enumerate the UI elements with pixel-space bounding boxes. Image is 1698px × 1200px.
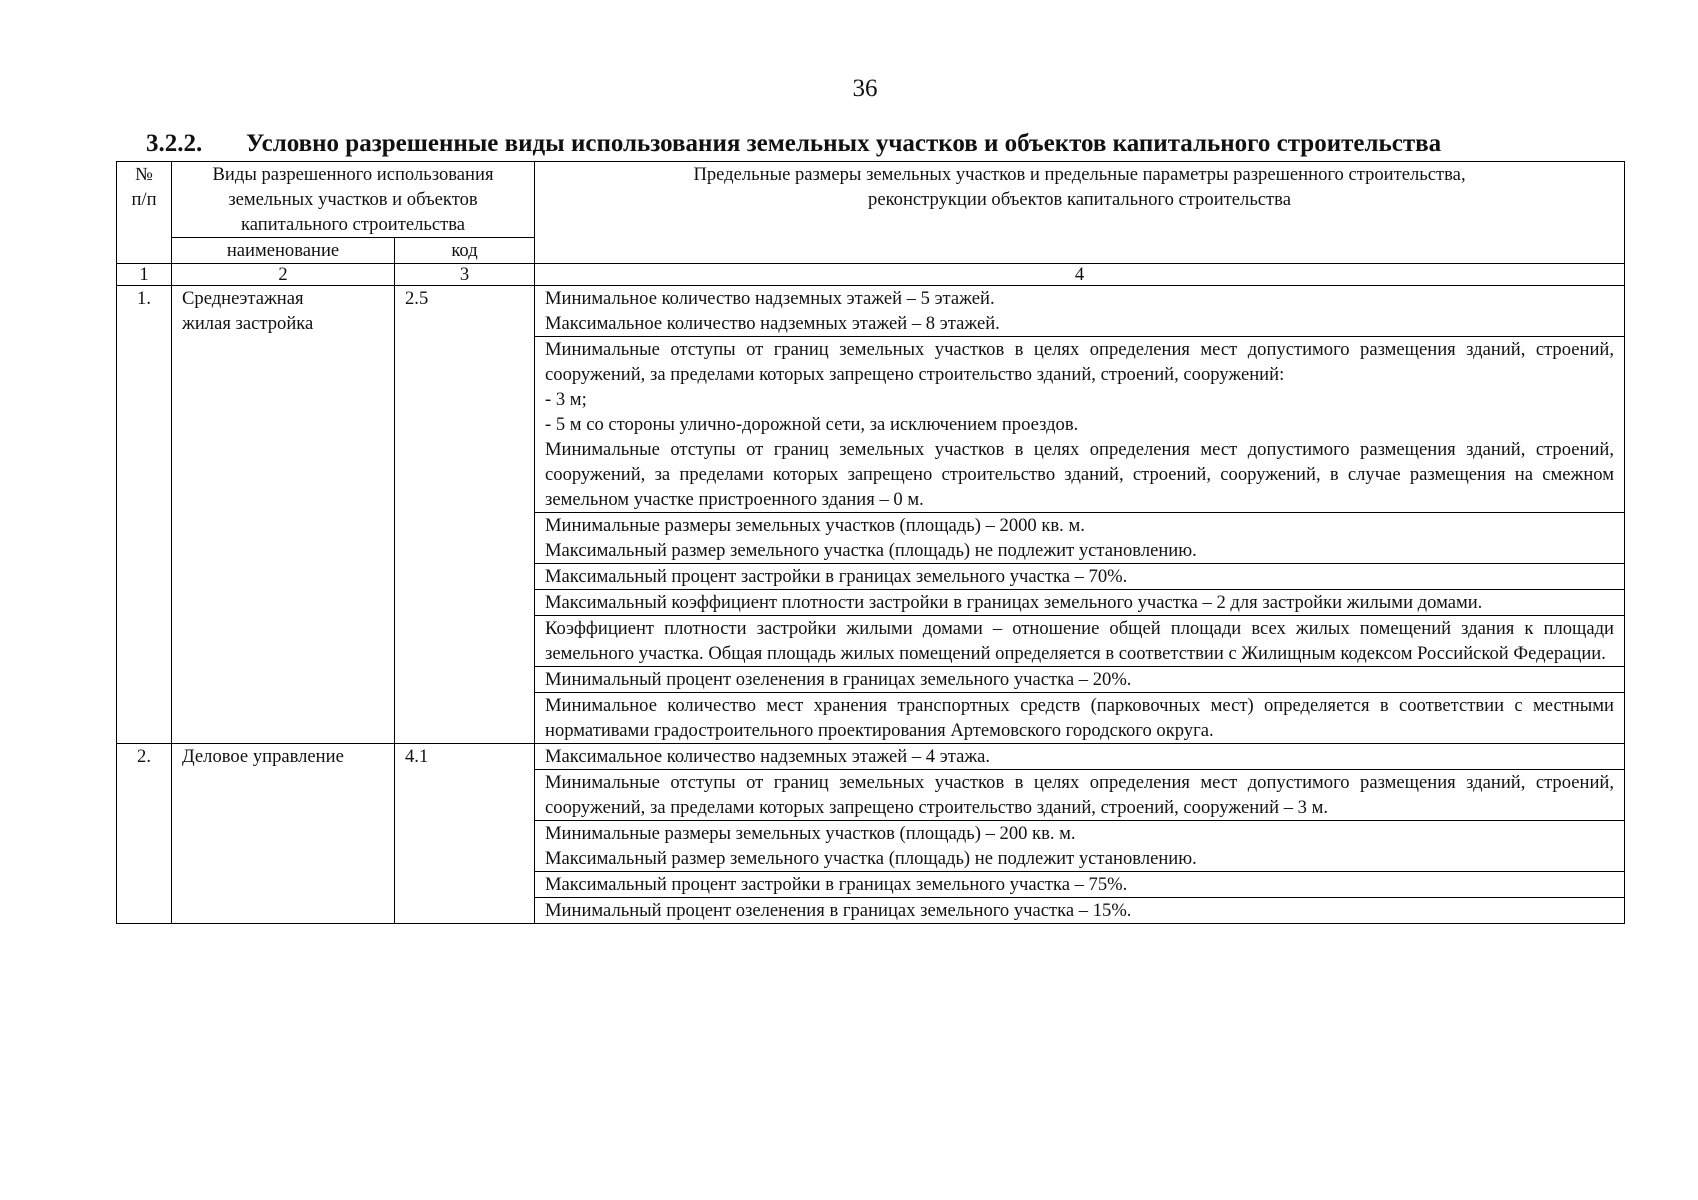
parameter-paragraph: Минимальный процент озеленения в границах земельного участка – 15%. [545,900,1132,921]
column-number-cell: 2 [172,264,395,286]
header-number-line: № [135,164,153,185]
header-use-types-line: земельных участков и объектов [228,189,478,210]
page-number: 36 [852,75,878,102]
parameter-paragraph: Минимальное количество надземных этажей – 5 этажей. [545,288,995,309]
use-code-cell: 4.1 [395,744,535,924]
parameter-paragraph: Минимальные отступы от границ земельных участков в целях определения мест допустимого размещения зданий, строений, сооружений, за пределами которых запрещено строительство зданий, строений, сооружений, в случае размещения на смежном земельном участке пристроенного здания – 0 м. [545,439,1615,510]
parameter-paragraph: - 3 м; [545,389,587,410]
section-number: 3.2.2. [146,130,203,157]
column-number-cell: 1 [117,264,172,286]
parameter-cell [535,898,1625,924]
parameter-cell [535,821,1625,872]
parameter-paragraph: Минимальный процент озеленения в границах земельного участка – 20%. [545,669,1132,690]
parameter-paragraph: Минимальные размеры земельных участков (площадь) – 2000 кв. м. [545,515,1085,536]
parameter-cell [535,337,1625,513]
table-header-row [117,162,1625,238]
parameter-paragraph: Максимальный процент застройки в границах земельного участка – 70%. [545,566,1128,587]
parameter-cell [535,286,1625,337]
column-number-cell: 4 [535,264,1625,286]
use-code-cell: 2.5 [395,286,535,744]
header-code-cell: код [395,238,535,264]
column-numbering-row [117,264,1625,286]
parameter-paragraph: Максимальный размер земельного участка (площадь) не подлежит установлению. [545,540,1197,561]
section-title-text: Условно разрешенные виды использования земельных участков и объектов капитального строительства [246,130,1442,157]
parameter-paragraph: Максимальное количество надземных этажей – 8 этажей. [545,313,1000,334]
parameter-paragraph: Минимальные отступы от границ земельных участков в целях определения мест допустимого размещения зданий, строений, сооружений, за пределами которых запрещено строительство зданий, строений, сооружений: [545,339,1615,385]
header-number-cell [117,162,172,264]
parameter-cell [535,513,1625,564]
table-row [117,286,1625,337]
header-limits-cell [535,162,1625,264]
parameter-cell [535,872,1625,898]
parameter-paragraph: Максимальный размер земельного участка (площадь) не подлежит установлению. [545,848,1197,869]
land-use-table [116,161,1625,924]
header-number-line: п/п [131,189,157,210]
parameter-paragraph: - 5 м со стороны улично-дорожной сети, за исключением проездов. [545,414,1079,435]
parameter-paragraph: Максимальный коэффициент плотности застройки в границах земельного участка – 2 для застройки жилыми домами. [545,592,1483,613]
header-use-types-line: капитального строительства [241,214,465,235]
parameter-paragraph: Минимальные отступы от границ земельных участков в целях определения мест допустимого размещения зданий, строений, сооружений, за пределами которых запрещено строительство зданий, строений, сооружений – 3 м. [545,772,1615,818]
section-title [146,129,1618,159]
use-name-line: Среднеэтажная [182,288,304,309]
header-use-types-line: Виды разрешенного использования [212,164,494,185]
use-name-cell [172,286,395,744]
use-name-line: жилая застройка [182,313,314,334]
header-name-cell: наименование [172,238,395,264]
parameter-cell [535,564,1625,590]
row-number-cell: 2. [117,744,172,924]
parameter-cell [535,693,1625,744]
use-name-line: Деловое управление [182,746,344,767]
parameter-paragraph: Коэффициент плотности застройки жилыми домами – отношение общей площади всех жилых помещений здания к площади земельного участка. Общая площадь жилых помещений определяется в соответствии с Жилищным кодексом Российской Федерации. [545,618,1615,664]
use-name-cell [172,744,395,924]
header-use-types-cell [172,162,535,238]
parameter-paragraph: Максимальное количество надземных этажей – 4 этажа. [545,746,991,767]
parameter-cell [535,616,1625,667]
parameter-paragraph: Максимальный процент застройки в границах земельного участка – 75%. [545,874,1128,895]
table-row [117,744,1625,770]
header-limits-line: реконструкции объектов капитального строительства [868,189,1291,210]
parameter-cell [535,770,1625,821]
parameter-paragraph: Минимальные размеры земельных участков (площадь) – 200 кв. м. [545,823,1076,844]
header-limits-line: Предельные размеры земельных участков и предельные параметры разрешенного строительства, [693,164,1466,185]
parameter-paragraph: Минимальное количество мест хранения транспортных средств (парковочных мест) определяется в соответствии с местными нормативами градостроительного проектирования Артемовского городского округа. [545,695,1615,741]
parameter-cell [535,744,1625,770]
parameter-cell [535,590,1625,616]
column-number-cell: 3 [395,264,535,286]
parameter-cell [535,667,1625,693]
row-number-cell: 1. [117,286,172,744]
